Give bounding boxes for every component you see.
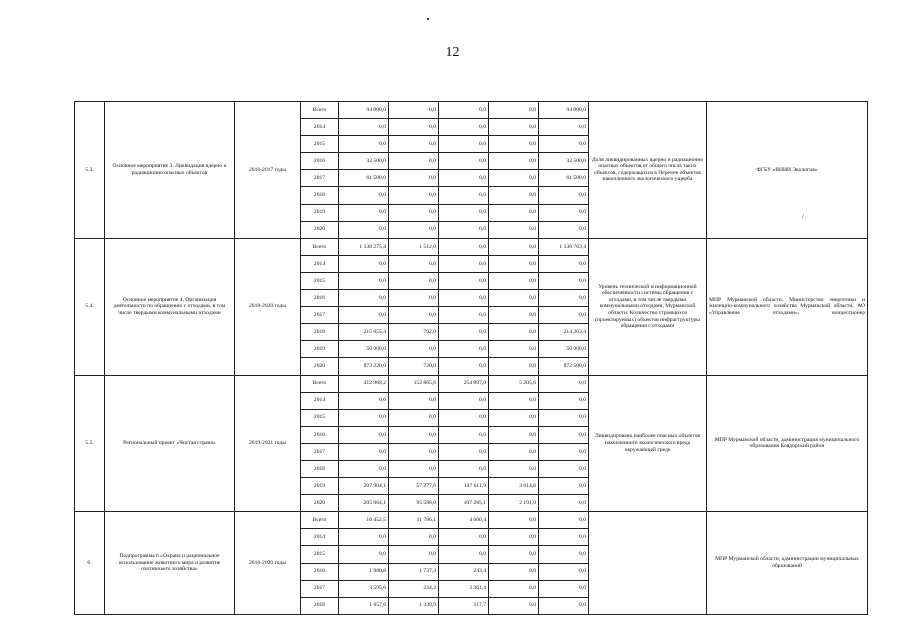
year-cell: 2014 xyxy=(301,392,339,409)
amount-cell: 0,0 xyxy=(489,529,539,546)
year-cell: 2020 xyxy=(301,358,339,375)
year-cell: 2020 xyxy=(301,221,339,238)
amount-cell: 0,0 xyxy=(489,580,539,597)
amount-cell: 0,0 xyxy=(439,392,489,409)
amount-cell: 0,0 xyxy=(489,153,539,170)
year-cell: 2017 xyxy=(301,170,339,187)
amount-cell: 317,7 xyxy=(439,597,489,614)
amount-cell: 0,0 xyxy=(339,272,389,289)
measure-executor: МПР Мурманской области, администрации муниципальных образований xyxy=(707,512,868,615)
amount-cell: 0,0 xyxy=(439,204,489,221)
amount-cell: 0,0 xyxy=(539,392,589,409)
amount-cell: 0,0 xyxy=(439,221,489,238)
amount-cell: 1 339,9 xyxy=(389,597,439,614)
measure-number: 5.3. xyxy=(75,102,105,239)
amount-cell: 720,0 xyxy=(389,358,439,375)
amount-cell: 0,0 xyxy=(539,546,589,563)
amount-cell: 57 277,6 xyxy=(389,478,439,495)
amount-cell: 0,0 xyxy=(339,119,389,136)
amount-cell: 0,0 xyxy=(339,204,389,221)
amount-cell: 0,0 xyxy=(389,204,439,221)
amount-cell: 94 000,0 xyxy=(539,102,589,119)
amount-cell: 0,0 xyxy=(439,529,489,546)
amount-cell: 0,0 xyxy=(339,443,389,460)
amount-cell: 1 980,8 xyxy=(339,563,389,580)
measure-executor: ФГБУ «ВНИИ Экология» xyxy=(707,102,868,239)
amount-cell: 0,0 xyxy=(539,478,589,495)
amount-cell: 0,0 xyxy=(539,136,589,153)
amount-cell: 0,0 xyxy=(389,290,439,307)
amount-cell: 0,0 xyxy=(489,443,539,460)
amount-cell: 0,0 xyxy=(539,529,589,546)
year-cell: 2019 xyxy=(301,478,339,495)
amount-cell: 0,0 xyxy=(489,324,539,341)
year-cell: 2017 xyxy=(301,443,339,460)
amount-cell: 1 138 275,4 xyxy=(339,238,389,255)
amount-cell: 0,0 xyxy=(489,272,539,289)
amount-cell: 0,0 xyxy=(539,443,589,460)
amount-cell: 107 285,1 xyxy=(439,495,489,512)
amount-cell: 0,0 xyxy=(389,102,439,119)
amount-cell: 0,0 xyxy=(539,307,589,324)
amount-cell: 3 361,4 xyxy=(439,580,489,597)
year-cell: 2015 xyxy=(301,546,339,563)
amount-cell: 0,0 xyxy=(489,255,539,272)
amount-cell: 0,0 xyxy=(439,170,489,187)
amount-cell: 0,0 xyxy=(539,495,589,512)
amount-cell: 0,0 xyxy=(489,358,539,375)
amount-cell: 205 064,1 xyxy=(339,495,389,512)
year-cell: 2016 xyxy=(301,426,339,443)
amount-cell: 215 055,4 xyxy=(339,324,389,341)
amount-cell: 0,0 xyxy=(339,307,389,324)
measure-indicator xyxy=(589,512,707,615)
amount-cell: 0,0 xyxy=(489,204,539,221)
amount-cell: 0,0 xyxy=(489,563,539,580)
amount-cell: 0,0 xyxy=(339,290,389,307)
page-number: 12 xyxy=(445,45,460,60)
amount-cell: 3 595,6 xyxy=(339,580,389,597)
amount-cell: 0,0 xyxy=(439,136,489,153)
year-cell: 2016 xyxy=(301,153,339,170)
amount-cell: 0,0 xyxy=(539,272,589,289)
amount-cell: 0,0 xyxy=(489,460,539,477)
year-cell: 2018 xyxy=(301,460,339,477)
amount-cell: 0,0 xyxy=(339,255,389,272)
amount-cell: 0,0 xyxy=(439,341,489,358)
measure-period: 2016-2017 годы xyxy=(235,102,301,239)
amount-cell: 1 136 763,4 xyxy=(539,238,589,255)
amount-cell: 0,0 xyxy=(389,529,439,546)
year-cell: Всего xyxy=(301,238,339,255)
pen-mark: / xyxy=(802,213,804,221)
amount-cell: 0,0 xyxy=(489,546,539,563)
amount-cell: 1 657,6 xyxy=(339,597,389,614)
amount-cell: 0,0 xyxy=(489,290,539,307)
amount-cell: 0,0 xyxy=(389,546,439,563)
amount-cell: 32 500,0 xyxy=(339,153,389,170)
amount-cell: 16 452,5 xyxy=(339,512,389,529)
amount-cell: 234,2 xyxy=(389,580,439,597)
amount-cell: 32 500,0 xyxy=(539,153,589,170)
year-cell: 2014 xyxy=(301,119,339,136)
amount-cell: 0,0 xyxy=(539,221,589,238)
amount-cell: 0,0 xyxy=(539,119,589,136)
measure-indicator: Уровень технической и информационной обеспеченности системы обращения с отходами, в том числе твердыми коммунальными отходами, Мурманской области. Количество строящихся (проектируемых) объектов инфраструктуры обращения с отходами xyxy=(589,238,707,375)
amount-cell: 0,0 xyxy=(489,341,539,358)
amount-cell: 0,0 xyxy=(489,170,539,187)
year-cell: 2014 xyxy=(301,529,339,546)
amount-cell: 0,0 xyxy=(339,546,389,563)
amount-cell: 0,0 xyxy=(489,221,539,238)
amount-cell: 0,0 xyxy=(539,580,589,597)
year-cell: Всего xyxy=(301,102,339,119)
measure-number: 5.5. xyxy=(75,375,105,512)
amount-cell: 1 737,4 xyxy=(389,563,439,580)
amount-cell: 0,0 xyxy=(539,290,589,307)
table-row xyxy=(75,512,868,529)
year-cell: Всего xyxy=(301,512,339,529)
amount-cell: 0,0 xyxy=(439,460,489,477)
amount-cell: 873 220,0 xyxy=(339,358,389,375)
amount-cell: 0,0 xyxy=(489,119,539,136)
amount-cell: 0,0 xyxy=(339,529,389,546)
amount-cell: 0,0 xyxy=(339,187,389,204)
amount-cell: 0,0 xyxy=(439,324,489,341)
amount-cell: 243,4 xyxy=(439,563,489,580)
amount-cell: 254 897,0 xyxy=(439,375,489,392)
amount-cell: 0,0 xyxy=(389,307,439,324)
measure-period: 2016-2020 годы xyxy=(235,512,301,615)
table-row xyxy=(75,102,868,119)
amount-cell: 0,0 xyxy=(389,187,439,204)
amount-cell: 0,0 xyxy=(539,187,589,204)
amount-cell: 0,0 xyxy=(339,426,389,443)
table-row xyxy=(75,375,868,392)
amount-cell: 11 786,1 xyxy=(389,512,439,529)
year-cell: 2018 xyxy=(301,324,339,341)
amount-cell: 0,0 xyxy=(389,136,439,153)
amount-cell: 0,0 xyxy=(439,307,489,324)
amount-cell: 0,0 xyxy=(389,255,439,272)
amount-cell: 792,0 xyxy=(389,324,439,341)
year-cell: 2017 xyxy=(301,580,339,597)
measure-period: 2019-2021 годы xyxy=(235,375,301,512)
amount-cell: 0,0 xyxy=(539,409,589,426)
amount-cell: 0,0 xyxy=(489,136,539,153)
amount-cell: 61 500,0 xyxy=(339,170,389,187)
amount-cell: 4 666,4 xyxy=(439,512,489,529)
year-cell: 2018 xyxy=(301,187,339,204)
amount-cell: 0,0 xyxy=(489,597,539,614)
amount-cell: 50 000,0 xyxy=(339,341,389,358)
measure-name: Региональный проект «Чистая страна» xyxy=(105,375,235,512)
amount-cell: 0,0 xyxy=(539,204,589,221)
amount-cell: 0,0 xyxy=(439,272,489,289)
amount-cell: 147 611,9 xyxy=(439,478,489,495)
amount-cell: 0,0 xyxy=(339,409,389,426)
year-cell: Всего xyxy=(301,375,339,392)
amount-cell: 152 865,6 xyxy=(389,375,439,392)
amount-cell: 50 000,0 xyxy=(539,341,589,358)
amount-cell: 0,0 xyxy=(439,358,489,375)
amount-cell: 0,0 xyxy=(539,255,589,272)
measure-number: 6. xyxy=(75,512,105,615)
amount-cell: 0,0 xyxy=(539,426,589,443)
amount-cell: 0,0 xyxy=(539,597,589,614)
amount-cell: 0,0 xyxy=(489,512,539,529)
amount-cell: 0,0 xyxy=(489,409,539,426)
amount-cell: 0,0 xyxy=(539,512,589,529)
year-cell: 2014 xyxy=(301,255,339,272)
amount-cell: 0,0 xyxy=(439,443,489,460)
amount-cell: 207 904,1 xyxy=(339,478,389,495)
amount-cell: 0,0 xyxy=(389,170,439,187)
amount-cell: 0,0 xyxy=(439,187,489,204)
amount-cell: 0,0 xyxy=(489,238,539,255)
amount-cell: 0,0 xyxy=(389,392,439,409)
amount-cell: 0,0 xyxy=(539,460,589,477)
amount-cell: 0,0 xyxy=(339,392,389,409)
amount-cell: 0,0 xyxy=(389,221,439,238)
amount-cell: 0,0 xyxy=(439,119,489,136)
amount-cell: 0,0 xyxy=(489,392,539,409)
measure-executor: МПР Мурманской области, Министерство энергетики и жилищно-коммунального хозяйства Мурманской области, АО «Управление отходами», концессионер xyxy=(707,238,868,375)
amount-cell: 0,0 xyxy=(389,119,439,136)
measure-name: Основное мероприятие 4. Организация деятельности по обращению с отходами, в том числе твердыми коммунальными отходами xyxy=(105,238,235,375)
amount-cell: 0,0 xyxy=(339,136,389,153)
amount-cell: 214 263,4 xyxy=(539,324,589,341)
amount-cell: 0,0 xyxy=(389,341,439,358)
year-cell: 2016 xyxy=(301,563,339,580)
year-cell: 2016 xyxy=(301,290,339,307)
year-cell: 2015 xyxy=(301,409,339,426)
measure-executor: МПР Мурманской области, администрация муниципального образования Ковдорский район xyxy=(707,375,868,512)
amount-cell: 0,0 xyxy=(539,563,589,580)
amount-cell: 0,0 xyxy=(439,102,489,119)
amount-cell: 872 500,0 xyxy=(539,358,589,375)
year-cell: 2017 xyxy=(301,307,339,324)
amount-cell: 412 968,2 xyxy=(339,375,389,392)
amount-cell: 95 588,0 xyxy=(389,495,439,512)
amount-cell: 0,0 xyxy=(389,460,439,477)
measure-number: 5.4. xyxy=(75,238,105,375)
year-cell: 2018 xyxy=(301,597,339,614)
amount-cell: 0,0 xyxy=(439,546,489,563)
amount-cell: 5 205,6 xyxy=(489,375,539,392)
measure-indicator: Доля ликвидированных ядерно и радиационно опасных объектов от общего числа таких объектов, содержащихся в Перечне объектов накопленного экологического ущерба xyxy=(589,102,707,239)
amount-cell: 0,0 xyxy=(439,290,489,307)
amount-cell: 2 191,0 xyxy=(489,495,539,512)
amount-cell: 0,0 xyxy=(439,255,489,272)
amount-cell: 3 014,6 xyxy=(489,478,539,495)
amount-cell: 0,0 xyxy=(439,426,489,443)
year-cell: 2015 xyxy=(301,136,339,153)
amount-cell: 0,0 xyxy=(539,375,589,392)
amount-cell: 0,0 xyxy=(439,409,489,426)
year-cell: 2015 xyxy=(301,272,339,289)
amount-cell: 0,0 xyxy=(489,426,539,443)
amount-cell: 1 512,0 xyxy=(389,238,439,255)
amount-cell: 0,0 xyxy=(439,153,489,170)
measure-name: Основное мероприятие 3. Ликвидация ядерно и радиационно опасных объектов xyxy=(105,102,235,239)
year-cell: 2019 xyxy=(301,204,339,221)
page-dot xyxy=(427,18,429,20)
amount-cell: 61 500,0 xyxy=(539,170,589,187)
financing-table xyxy=(74,101,868,615)
amount-cell: 0,0 xyxy=(389,443,439,460)
amount-cell: 0,0 xyxy=(389,409,439,426)
table-row xyxy=(75,238,868,255)
measure-period: 2018-2020 годы xyxy=(235,238,301,375)
amount-cell: 0,0 xyxy=(439,238,489,255)
amount-cell: 0,0 xyxy=(389,153,439,170)
amount-cell: 0,0 xyxy=(389,426,439,443)
amount-cell: 0,0 xyxy=(489,102,539,119)
year-cell: 2019 xyxy=(301,341,339,358)
amount-cell: 0,0 xyxy=(489,187,539,204)
amount-cell: 0,0 xyxy=(489,307,539,324)
measure-indicator: Ликвидировано наиболее опасных объектов накопленного экологического вреда окружающей среде xyxy=(589,375,707,512)
amount-cell: 0,0 xyxy=(339,221,389,238)
amount-cell: 0,0 xyxy=(339,460,389,477)
year-cell: 2020 xyxy=(301,495,339,512)
amount-cell: 94 000,0 xyxy=(339,102,389,119)
amount-cell: 0,0 xyxy=(389,272,439,289)
measure-name: Подпрограмма 6 «Охрана и рациональное использование животного мира и развитие охотничьего хозяйства» xyxy=(105,512,235,615)
